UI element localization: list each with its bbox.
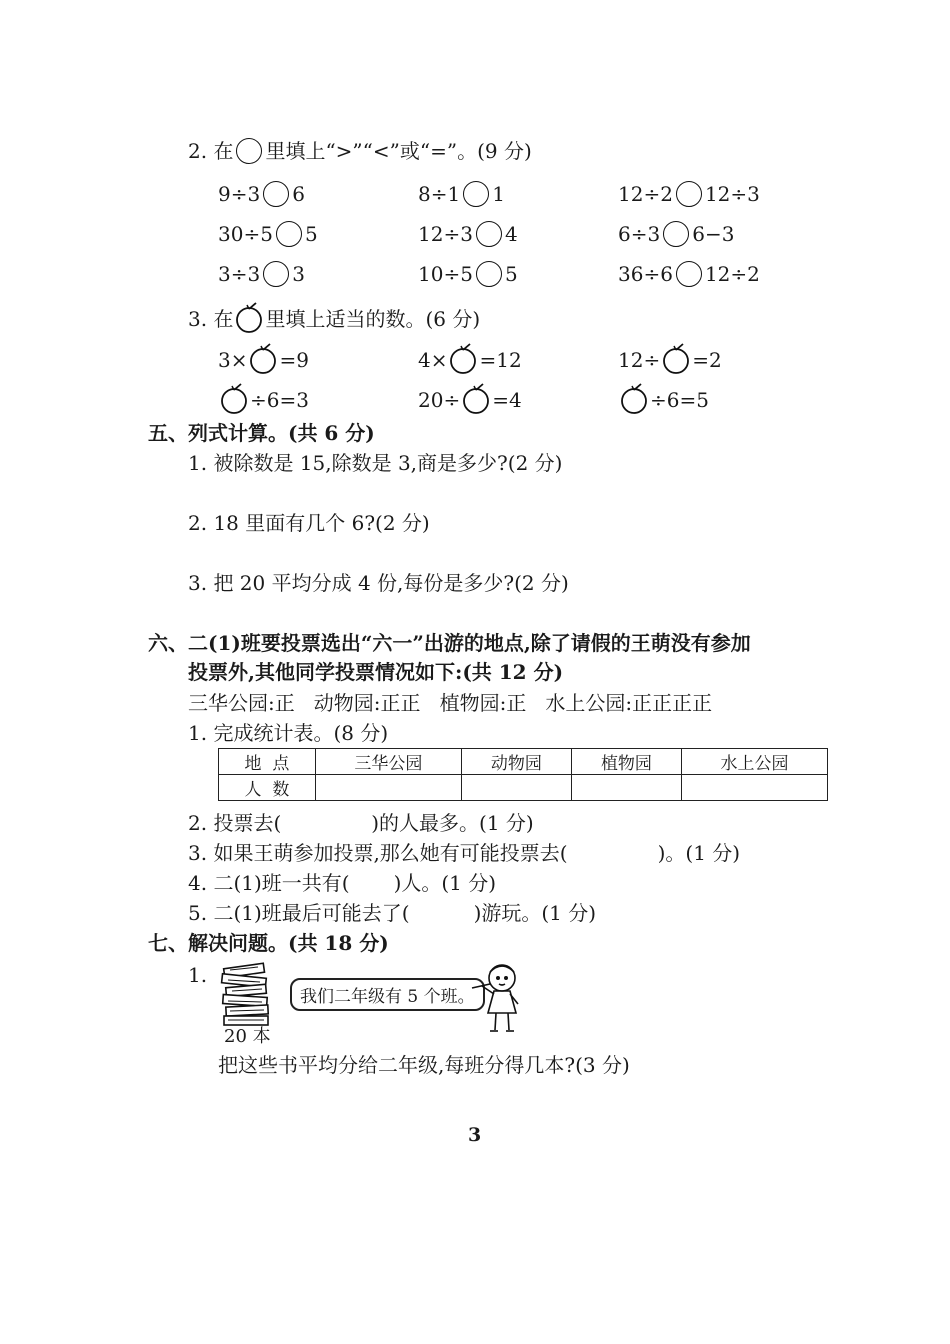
- tally-results: 三华公园:正 动物园:正正 植物园:正 水上公园:正正正正: [188, 691, 713, 715]
- s6-q3-part1: 3. 如果王萌参加投票,那么她有可能投票去(: [188, 841, 568, 865]
- right-expression: 5: [504, 262, 518, 286]
- circle-blank-icon[interactable]: [676, 181, 702, 207]
- s6-q4-part2: )人。(1 分): [393, 871, 497, 895]
- fill-item: [418, 343, 522, 381]
- s7-question-1-text: 把这些书平均分给二年级,每班分得几本?(3 分): [218, 1053, 630, 1077]
- right-expression: 6−3: [692, 222, 735, 246]
- apple-blank-icon[interactable]: [448, 343, 478, 381]
- expression-after: ÷6=3: [250, 388, 309, 412]
- statistics-table: [218, 748, 828, 801]
- s6-question-5: [188, 900, 596, 926]
- girl-illustration-icon: [468, 958, 530, 1040]
- expression-after: ÷6=5: [650, 388, 709, 412]
- circle-blank-icon: [236, 138, 262, 164]
- section-5-title: 五、列式计算。(共 6 分): [148, 421, 375, 445]
- expression-before: 12÷: [618, 348, 661, 372]
- circle-blank-icon[interactable]: [663, 221, 689, 247]
- speech-bubble: 我们二年级有 5 个班。: [290, 978, 485, 1011]
- left-expression: 6÷3: [618, 222, 661, 246]
- right-expression: 5: [304, 222, 318, 246]
- circle-blank-icon[interactable]: [676, 261, 702, 287]
- fill-item: [618, 343, 722, 381]
- s6-question-1: 1. 完成统计表。(8 分): [188, 721, 389, 745]
- table-cell: 三华公园: [315, 749, 461, 775]
- apple-blank-icon[interactable]: [461, 383, 491, 421]
- expression-after: =2: [692, 348, 722, 372]
- expression-before: 4×: [418, 348, 448, 372]
- circle-blank-icon[interactable]: [263, 261, 289, 287]
- table-input-cell[interactable]: [461, 775, 571, 801]
- right-expression: 3: [292, 262, 305, 286]
- s6-q2-part1: 2. 投票去(: [188, 811, 282, 835]
- table-cell: 地 点: [219, 749, 316, 775]
- left-expression: 12÷3: [418, 222, 473, 246]
- s6-question-3: [188, 840, 740, 866]
- left-expression: 10÷5: [418, 262, 473, 286]
- s6-question-2: [188, 810, 534, 836]
- s6-q5-part1: 5. 二(1)班最后可能去了(: [188, 901, 410, 925]
- table-cell: 水上公园: [681, 749, 827, 775]
- left-expression: 8÷1: [418, 182, 461, 206]
- books-label: 20 本: [224, 1026, 271, 1047]
- comparison-item: [218, 181, 305, 207]
- circle-blank-icon[interactable]: [263, 181, 289, 207]
- right-expression: 4: [504, 222, 518, 246]
- circle-blank-icon[interactable]: [463, 181, 489, 207]
- q3-instruction: [188, 302, 480, 340]
- apple-blank-icon[interactable]: [219, 383, 249, 421]
- left-expression: 3÷3: [218, 262, 261, 286]
- circle-blank-icon[interactable]: [276, 221, 302, 247]
- table-count-row: [219, 775, 828, 801]
- left-expression: 36÷6: [618, 262, 673, 286]
- apple-blank-icon[interactable]: [248, 343, 278, 381]
- fill-item: [218, 343, 309, 381]
- s6-q2-part2: )的人最多。(1 分): [371, 811, 534, 835]
- s6-q4-part1: 4. 二(1)班一共有(: [188, 871, 350, 895]
- q2-suffix: 里填上“>”“<”或“=”。(9 分): [265, 139, 532, 163]
- comparison-item: [418, 221, 518, 247]
- expression-after: =12: [479, 348, 522, 372]
- apple-blank-icon: [234, 302, 264, 340]
- table-input-cell[interactable]: [315, 775, 461, 801]
- s6-q5-part2: )游玩。(1 分): [473, 901, 597, 925]
- comparison-item: [218, 261, 305, 287]
- expression-after: =9: [279, 348, 309, 372]
- apple-blank-icon[interactable]: [619, 383, 649, 421]
- s7-q1-number: 1.: [188, 963, 208, 987]
- comparison-item: [618, 181, 760, 207]
- expression-after: =4: [492, 388, 522, 412]
- fill-item: [218, 383, 309, 421]
- q3-suffix: 里填上适当的数。(6 分): [265, 307, 481, 331]
- comparison-item: [618, 221, 734, 247]
- table-input-cell[interactable]: [681, 775, 827, 801]
- table-header-row: [219, 749, 828, 775]
- q2-prefix: 2. 在: [188, 139, 234, 163]
- circle-blank-icon[interactable]: [476, 261, 502, 287]
- table-cell: 人 数: [219, 775, 316, 801]
- right-expression: 1: [492, 182, 505, 206]
- table-cell: 植物园: [571, 749, 681, 775]
- right-expression: 12÷2: [704, 262, 760, 286]
- comparison-item: [618, 261, 760, 287]
- s5-question-3: 3. 把 20 平均分成 4 份,每份是多少?(2 分): [188, 571, 569, 595]
- comparison-item: [218, 221, 318, 247]
- comparison-item: [418, 261, 518, 287]
- table-input-cell[interactable]: [571, 775, 681, 801]
- fill-item: [618, 383, 709, 421]
- s6-question-4: [188, 870, 496, 896]
- section-6-title-line2: 投票外,其他同学投票情况如下:(共 12 分): [188, 660, 564, 684]
- comparison-item: [418, 181, 505, 207]
- q3-prefix: 3. 在: [188, 307, 234, 331]
- s5-question-2: 2. 18 里面有几个 6?(2 分): [188, 511, 430, 535]
- right-expression: 12÷3: [704, 182, 760, 206]
- circle-blank-icon[interactable]: [476, 221, 502, 247]
- expression-before: 20÷: [418, 388, 461, 412]
- section-6-title-line1: 六、二(1)班要投票选出“六一”出游的地点,除了请假的王萌没有参加: [148, 631, 751, 655]
- right-expression: 6: [292, 182, 305, 206]
- book-stack-icon: [218, 960, 280, 1032]
- fill-item: [418, 383, 522, 421]
- apple-blank-icon[interactable]: [661, 343, 691, 381]
- expression-before: 3×: [218, 348, 248, 372]
- page-number: 3: [468, 1124, 482, 1146]
- s5-question-1: 1. 被除数是 15,除数是 3,商是多少?(2 分): [188, 451, 563, 475]
- table-cell: 动物园: [461, 749, 571, 775]
- s6-q3-part2: )。(1 分): [657, 841, 741, 865]
- left-expression: 9÷3: [218, 182, 261, 206]
- left-expression: 30÷5: [218, 222, 273, 246]
- left-expression: 12÷2: [618, 182, 673, 206]
- q2-instruction: [188, 138, 532, 164]
- section-7-title: 七、解决问题。(共 18 分): [148, 931, 389, 955]
